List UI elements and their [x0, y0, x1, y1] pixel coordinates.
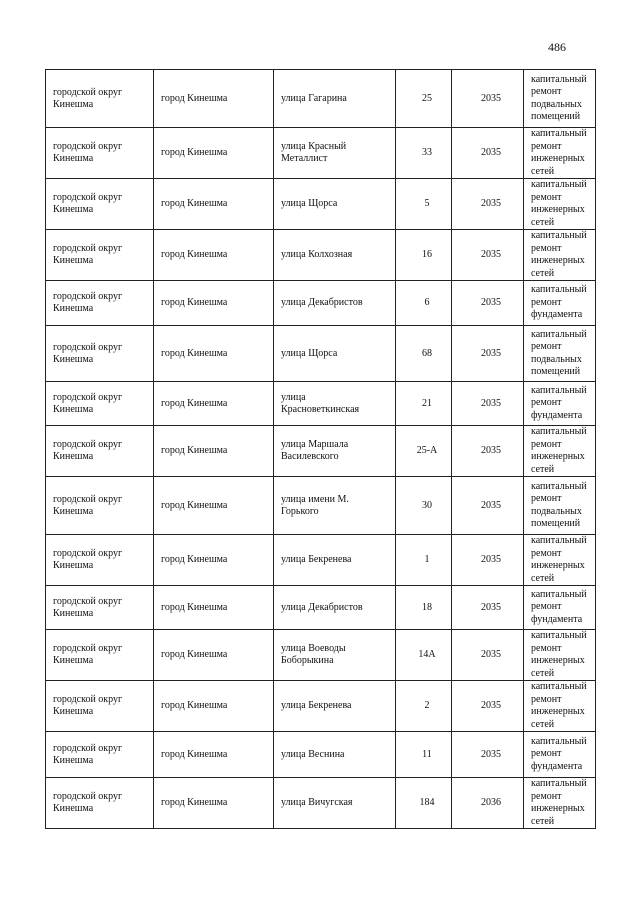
district-cell: городской округ Кинешма	[46, 179, 154, 230]
street-cell: улица имени М. Горького	[274, 477, 396, 535]
district-cell: городской округ Кинешма	[46, 732, 154, 778]
street-cell: улица Красноветкинская	[274, 382, 396, 426]
repair-schedule-table	[45, 69, 596, 829]
year-cell: 2035	[452, 681, 524, 732]
year-cell: 2035	[452, 70, 524, 128]
table-row	[46, 586, 596, 630]
table-row	[46, 382, 596, 426]
table-row	[46, 70, 596, 128]
table-row	[46, 281, 596, 326]
work-type-cell: капитальный ремонт фундамента	[524, 281, 596, 326]
street-cell: улица Красный Металлист	[274, 128, 396, 179]
work-type-cell: капитальный ремонт инженерных сетей	[524, 681, 596, 732]
locality-cell: город Кинешма	[154, 426, 274, 477]
year-cell: 2035	[452, 535, 524, 586]
work-type-cell: капитальный ремонт фундамента	[524, 732, 596, 778]
house-cell: 2	[396, 681, 452, 732]
page-number: 486	[548, 40, 566, 54]
district-cell: городской округ Кинешма	[46, 70, 154, 128]
house-cell: 6	[396, 281, 452, 326]
house-cell: 21	[396, 382, 452, 426]
table-row	[46, 681, 596, 732]
work-type-cell: капитальный ремонт инженерных сетей	[524, 179, 596, 230]
street-cell: улица Веснина	[274, 732, 396, 778]
table-row	[46, 732, 596, 778]
table-row	[46, 426, 596, 477]
house-cell: 25-А	[396, 426, 452, 477]
street-cell: улица Щорса	[274, 326, 396, 382]
table-row	[46, 326, 596, 382]
house-cell: 5	[396, 179, 452, 230]
locality-cell: город Кинешма	[154, 70, 274, 128]
locality-cell: город Кинешма	[154, 128, 274, 179]
work-type-cell: капитальный ремонт инженерных сетей	[524, 128, 596, 179]
house-cell: 25	[396, 70, 452, 128]
district-cell: городской округ Кинешма	[46, 426, 154, 477]
locality-cell: город Кинешма	[154, 477, 274, 535]
district-cell: городской округ Кинешма	[46, 535, 154, 586]
work-type-cell: капитальный ремонт фундамента	[524, 586, 596, 630]
street-cell: улица Маршала Василевского	[274, 426, 396, 477]
year-cell: 2035	[452, 326, 524, 382]
street-cell: улица Бекренева	[274, 681, 396, 732]
street-cell: улица Декабристов	[274, 281, 396, 326]
locality-cell: город Кинешма	[154, 535, 274, 586]
street-cell: улица Бекренева	[274, 535, 396, 586]
work-type-cell: капитальный ремонт инженерных сетей	[524, 426, 596, 477]
district-cell: городской округ Кинешма	[46, 477, 154, 535]
district-cell: городской округ Кинешма	[46, 630, 154, 681]
work-type-cell: капитальный ремонт подвальных помещений	[524, 326, 596, 382]
district-cell: городской округ Кинешма	[46, 326, 154, 382]
year-cell: 2035	[452, 179, 524, 230]
year-cell: 2035	[452, 732, 524, 778]
year-cell: 2035	[452, 230, 524, 281]
table-row	[46, 778, 596, 829]
locality-cell: город Кинешма	[154, 681, 274, 732]
locality-cell: город Кинешма	[154, 586, 274, 630]
house-cell: 18	[396, 586, 452, 630]
street-cell: улица Вичугская	[274, 778, 396, 829]
table-row	[46, 630, 596, 681]
work-type-cell: капитальный ремонт инженерных сетей	[524, 778, 596, 829]
house-cell: 68	[396, 326, 452, 382]
year-cell: 2035	[452, 426, 524, 477]
work-type-cell: капитальный ремонт инженерных сетей	[524, 230, 596, 281]
district-cell: городской округ Кинешма	[46, 382, 154, 426]
house-cell: 30	[396, 477, 452, 535]
locality-cell: город Кинешма	[154, 778, 274, 829]
table-row	[46, 477, 596, 535]
street-cell: улица Щорса	[274, 179, 396, 230]
district-cell: городской округ Кинешма	[46, 681, 154, 732]
work-type-cell: капитальный ремонт фундамента	[524, 382, 596, 426]
locality-cell: город Кинешма	[154, 630, 274, 681]
work-type-cell: капитальный ремонт подвальных помещений	[524, 70, 596, 128]
year-cell: 2036	[452, 778, 524, 829]
street-cell: улица Декабристов	[274, 586, 396, 630]
table-body	[46, 70, 596, 829]
locality-cell: город Кинешма	[154, 326, 274, 382]
street-cell: улица Гагарина	[274, 70, 396, 128]
house-cell: 16	[396, 230, 452, 281]
table-row	[46, 230, 596, 281]
year-cell: 2035	[452, 128, 524, 179]
work-type-cell: капитальный ремонт инженерных сетей	[524, 630, 596, 681]
house-cell: 1	[396, 535, 452, 586]
work-type-cell: капитальный ремонт инженерных сетей	[524, 535, 596, 586]
year-cell: 2035	[452, 281, 524, 326]
district-cell: городской округ Кинешма	[46, 281, 154, 326]
locality-cell: город Кинешма	[154, 382, 274, 426]
house-cell: 184	[396, 778, 452, 829]
district-cell: городской округ Кинешма	[46, 128, 154, 179]
year-cell: 2035	[452, 382, 524, 426]
street-cell: улица Воеводы Боборыкина	[274, 630, 396, 681]
table-row	[46, 535, 596, 586]
house-cell: 14А	[396, 630, 452, 681]
locality-cell: город Кинешма	[154, 732, 274, 778]
locality-cell: город Кинешма	[154, 230, 274, 281]
work-type-cell: капитальный ремонт подвальных помещений	[524, 477, 596, 535]
locality-cell: город Кинешма	[154, 281, 274, 326]
district-cell: городской округ Кинешма	[46, 778, 154, 829]
year-cell: 2035	[452, 477, 524, 535]
district-cell: городской округ Кинешма	[46, 230, 154, 281]
house-cell: 11	[396, 732, 452, 778]
table-row	[46, 128, 596, 179]
table-row	[46, 179, 596, 230]
street-cell: улица Колхозная	[274, 230, 396, 281]
year-cell: 2035	[452, 630, 524, 681]
locality-cell: город Кинешма	[154, 179, 274, 230]
house-cell: 33	[396, 128, 452, 179]
year-cell: 2035	[452, 586, 524, 630]
district-cell: городской округ Кинешма	[46, 586, 154, 630]
